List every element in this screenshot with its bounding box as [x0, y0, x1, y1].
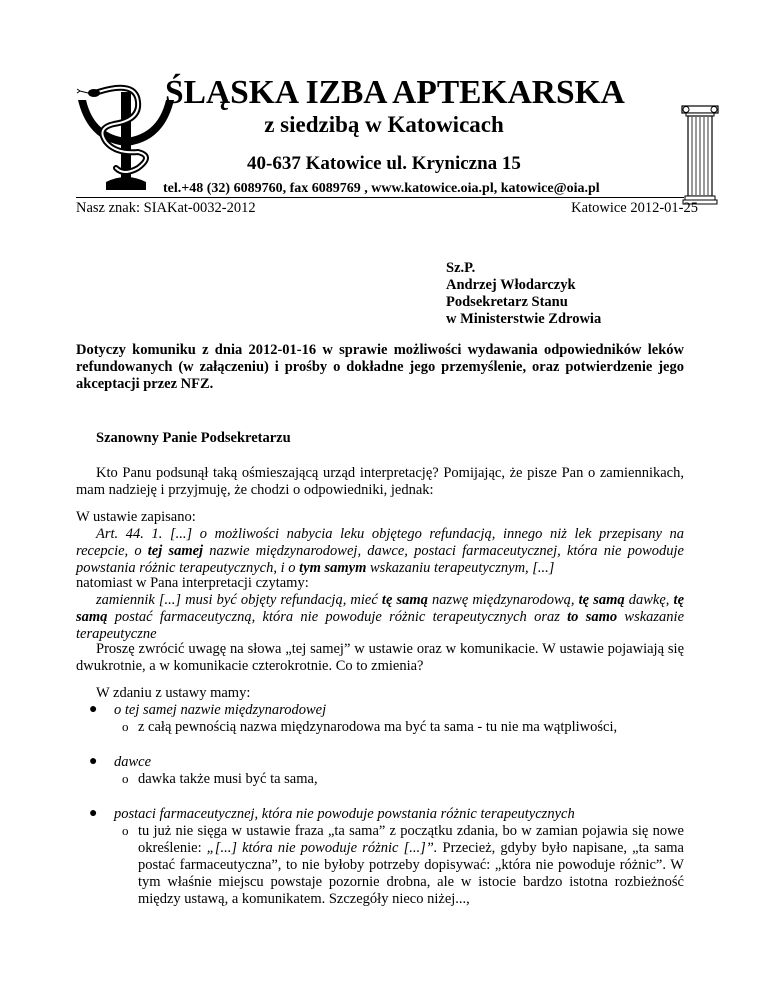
- paragraph-remark: Proszę zwrócić uwagę na słowa „tej samej” w ustawie oraz w komunikacie. W ustawie pojawiają się dwukrotnie, a w komunikacie czterokrotnie. Co to zmienia?: [76, 641, 684, 674]
- interpretation-intro: natomiast w Pana interpretacji czytamy:: [76, 575, 309, 591]
- law-quote: [76, 526, 684, 577]
- greeting: Szanowny Panie Podsekretarzu: [96, 430, 291, 446]
- quote-emphasis: to samo: [567, 609, 618, 625]
- law-quote-block: [76, 509, 684, 577]
- subject-line: Dotyczy komuniku z dnia 2012-01-16 w sprawie możliwości wydawania odpowiedników leków refundowanych (w załączeniu) i prośby o dokładne jego przemyślenie, oraz potwierdzenie jego akceptacji przez NFZ.: [76, 342, 684, 392]
- sub-text-part: Przecież, gdyby było napisane, „ta sama postać farmaceutyczna”, to nie byłoby potrzeby dopisywać: „która nie powoduje różnic”. W tym właśnie miejscu powstaje pozornie drobna, ale w istocie bardzo istotna rozbieżność między ustawą, a komunikatem. Szczegóły nieco niżej...,: [138, 840, 684, 907]
- list-subitem-text: dawka także musi być ta sama,: [138, 771, 318, 787]
- bullet-icon: ●: [89, 754, 98, 769]
- quote-text: nazwie międzynarodowej, dawce, postaci farmaceutycznej, która nie powoduje powstania różnic terapeutycznych, i o: [76, 543, 684, 576]
- interpretation-quote-block: [76, 575, 684, 643]
- analysis-list: [76, 702, 684, 908]
- organization-contact: tel.+48 (32) 6089760, fax 6089769 , www.katowice.oia.pl, katowice@oia.pl: [163, 181, 600, 196]
- circle-bullet-icon: o: [122, 719, 129, 734]
- quote-emphasis: tę samą: [381, 592, 428, 608]
- quote-text: Art. 44. 1. [...] o możliwości nabycia leku objętego refundacją, innego niż lek przepisany na recepcie, o: [76, 526, 684, 559]
- recipient-line: w Ministerstwie Zdrowia: [446, 311, 602, 327]
- list-item-title: postaci farmaceutycznej, która nie powoduje powstania różnic terapeutycznych: [114, 806, 575, 822]
- quote-emphasis: tej samej: [147, 543, 204, 559]
- list-item: [76, 754, 684, 788]
- list-subitem: [122, 719, 684, 736]
- list-item-title: o tej samej nazwie międzynarodowej: [114, 702, 327, 718]
- quote-text: wskazaniu terapeutycznym, [...]: [366, 560, 555, 576]
- quote-emphasis: tym samym: [299, 560, 367, 576]
- list-item-title: dawce: [114, 754, 152, 770]
- circle-bullet-icon: o: [122, 771, 129, 786]
- reference-number: Nasz znak: SIAKat-0032-2012: [76, 200, 256, 216]
- recipient-line: Podsekretarz Stanu: [446, 294, 568, 310]
- quote-text: zamiennik [...] musi być objęty refundacją, mieć: [96, 592, 382, 608]
- sub-text-italic: „[...] która nie powoduje różnic [...]”.: [206, 840, 438, 856]
- circle-bullet-icon: o: [122, 823, 129, 838]
- organization-address: 40-637 Katowice ul. Kryniczna 15: [247, 153, 521, 174]
- list-subitem-text: z całą pewnością nazwa międzynarodowa ma być ta sama - tu nie ma wątpliwości,: [138, 719, 618, 735]
- bullet-icon: ●: [89, 806, 98, 821]
- list-intro: W zdaniu z ustawy mamy:: [96, 685, 251, 701]
- letterhead-divider: [76, 197, 684, 198]
- quote-text: postać farmaceutyczną, która nie powoduje różnic terapeutycznych oraz: [107, 609, 568, 625]
- recipient-line: Sz.P.: [446, 260, 476, 276]
- sub-text-part: tu już nie sięga w ustawie fraza „ta sama” z początku zdania, bo w zamian pojawia się nowe określenie:: [138, 823, 684, 856]
- recipient-block: [446, 260, 601, 328]
- recipient-line: Andrzej Włodarczyk: [446, 277, 576, 293]
- law-intro: W ustawie zapisano:: [76, 509, 196, 525]
- quote-text: nazwę międzynarodową,: [427, 592, 579, 608]
- list-item: [76, 806, 684, 908]
- letter-date: Katowice 2012-01-25: [571, 200, 698, 216]
- quote-text: wskazanie terapeutyczne: [76, 609, 685, 642]
- list-subitem: [122, 771, 684, 788]
- organization-name: ŚLĄSKA IZBA APTEKARSKA: [165, 74, 625, 111]
- bullet-icon: ●: [89, 702, 98, 717]
- quote-text: dawkę,: [624, 592, 674, 608]
- quote-emphasis: tę samą: [578, 592, 625, 608]
- quote-emphasis: tę samą: [76, 592, 685, 625]
- list-subitem-text: [138, 823, 684, 908]
- interpretation-quote: [76, 592, 684, 643]
- list-subitem: [122, 823, 684, 908]
- organization-seat: z siedzibą w Katowicach: [264, 112, 504, 137]
- list-item: [76, 702, 684, 736]
- paragraph-intro: Kto Panu podsunął taką ośmieszającą urząd interpretację? Pomijając, że pisze Pan o zamiennikach, mam nadzieję i przyjmuję, że chodzi o odpowiedniki, jednak:: [76, 465, 684, 498]
